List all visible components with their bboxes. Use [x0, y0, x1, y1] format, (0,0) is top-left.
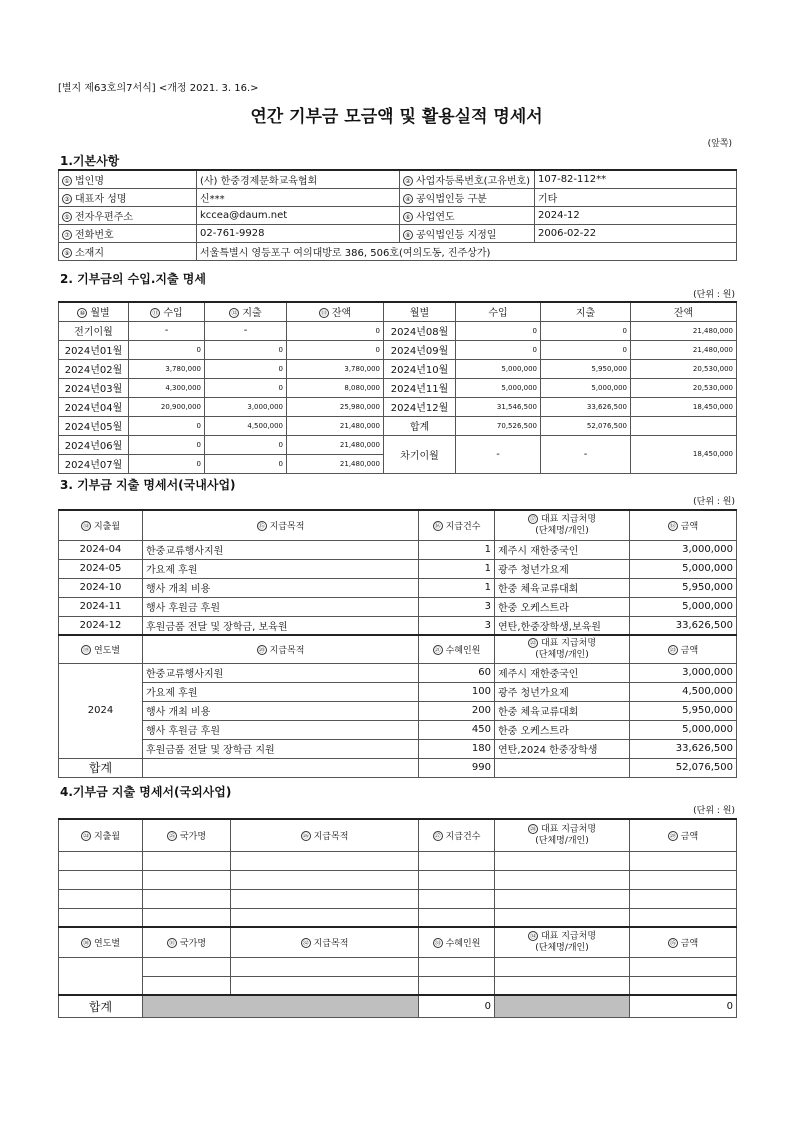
col-label: (단체명/개인)	[535, 525, 589, 536]
col-balance: 잔액	[331, 308, 352, 320]
col-balance-2: 잔액	[631, 302, 737, 321]
col-label: 지급건수	[445, 831, 481, 842]
cell	[143, 976, 231, 995]
cell: -	[129, 321, 205, 340]
cell: 제주시 재한중국인	[495, 540, 630, 559]
year-label: 사업연도	[416, 211, 455, 223]
unit-label: (단위 : 원)	[693, 497, 735, 507]
cell: 차기이월	[384, 435, 456, 473]
cell: 0	[541, 340, 631, 359]
cell	[419, 976, 495, 995]
cell: -	[205, 321, 287, 340]
cell: 18,450,000	[631, 397, 737, 416]
cell	[59, 870, 143, 889]
cell: 한중교류행사지원	[143, 540, 419, 559]
section-1-heading: 1.기본사항	[60, 154, 120, 168]
cell: 60	[419, 663, 495, 682]
section-4-heading: 4.기부금 지출 명세서(국외사업)	[60, 785, 232, 799]
num-circle-icon: ㉚	[82, 940, 89, 948]
num-circle-icon: ③	[62, 194, 72, 204]
col-label: 수혜인원	[445, 645, 481, 656]
page-side: (앞쪽)	[707, 139, 732, 149]
cell	[495, 976, 630, 995]
cell: 한중 체육교류대회	[495, 701, 630, 720]
col-label: 지출월	[93, 831, 121, 842]
cell	[419, 908, 495, 927]
cell: 5,000,000	[630, 720, 737, 739]
num-circle-icon: ㉜	[302, 940, 309, 948]
cell	[143, 870, 231, 889]
cell: 5,000,000	[630, 559, 737, 578]
cell: 2024년09월	[384, 340, 456, 359]
num-circle-icon: ⑫	[231, 310, 238, 318]
cell: 3,780,000	[129, 359, 205, 378]
col-label: (단체명/개인)	[535, 649, 589, 660]
num-circle-icon: ㉘	[529, 826, 536, 833]
num-circle-icon: ㉝	[434, 940, 441, 948]
cell: 한중 체육교류대회	[495, 578, 630, 597]
cell: 0	[205, 359, 287, 378]
col-label: (단체명/개인)	[535, 835, 589, 846]
cell: 후원금품 전달 및 장학금 지원	[143, 739, 419, 758]
cell: 0	[630, 995, 737, 1017]
cell: 가요제 후원	[143, 559, 419, 578]
num-circle-icon: ㉛	[168, 940, 175, 948]
cell	[630, 976, 737, 995]
cell	[143, 995, 419, 1017]
table-row	[59, 435, 737, 454]
cell	[631, 416, 737, 435]
cell: 0	[287, 340, 384, 359]
cell: 2024년11월	[384, 378, 456, 397]
cell: 2024년05월	[59, 416, 129, 435]
cell	[630, 908, 737, 927]
cell: 2024년03월	[59, 378, 129, 397]
cell: 2024년01월	[59, 340, 129, 359]
cell: 0	[205, 435, 287, 454]
cell: 행사 개최 비용	[143, 578, 419, 597]
table-row	[59, 378, 737, 397]
col-label: 금액	[680, 521, 699, 532]
num-circle-icon: ⑤	[62, 212, 72, 222]
cell: 광주 청년가요제	[495, 682, 630, 701]
cell	[630, 851, 737, 870]
cell: 0	[129, 454, 205, 473]
table-row	[59, 578, 737, 597]
cell: 21,480,000	[287, 416, 384, 435]
col-income-2: 수입	[456, 302, 541, 321]
cell	[419, 870, 495, 889]
cell: 21,480,000	[631, 340, 737, 359]
cell: 0	[129, 340, 205, 359]
num-circle-icon: ⑬	[320, 310, 327, 318]
email-value: kccea@daum.net	[197, 206, 400, 224]
cell: 0	[129, 416, 205, 435]
cell: 70,526,500	[456, 416, 541, 435]
corp-label: 법인명	[75, 175, 104, 187]
cell: 전기이월	[59, 321, 129, 340]
cell: 행사 개최 비용	[143, 701, 419, 720]
overseas-expense-table	[58, 818, 737, 1018]
cell: 1	[419, 578, 495, 597]
cell	[419, 889, 495, 908]
col-month-2: 월별	[384, 302, 456, 321]
num-circle-icon: ⑪	[152, 310, 159, 318]
cell: 4,300,000	[129, 378, 205, 397]
num-circle-icon: ㉟	[669, 940, 676, 948]
cell: 33,626,500	[630, 739, 737, 758]
cell: 0	[287, 321, 384, 340]
cell: 합계	[384, 416, 456, 435]
table-row	[59, 720, 737, 739]
col-label: 국가명	[179, 938, 207, 949]
cell: 0	[205, 340, 287, 359]
unit-label: (단위 : 원)	[693, 290, 735, 300]
cell: 5,950,000	[541, 359, 631, 378]
cell: 0	[129, 435, 205, 454]
cell: 광주 청년가요제	[495, 559, 630, 578]
cell	[143, 758, 419, 777]
corp-value: (사) 한중경제문화교육협회	[197, 170, 400, 188]
num-circle-icon: ⑮	[258, 523, 265, 531]
num-circle-icon: ⑰	[529, 516, 536, 523]
table-row	[59, 851, 737, 870]
cell: 2024	[59, 663, 143, 758]
num-circle-icon: ⑥	[403, 212, 413, 222]
num-circle-icon: ⑱	[669, 523, 676, 531]
cell	[231, 870, 419, 889]
cell: 5,000,000	[456, 378, 541, 397]
cell: 3,780,000	[287, 359, 384, 378]
col-label: 국가명	[179, 831, 207, 842]
cell	[630, 957, 737, 976]
num-circle-icon: ㉑	[434, 647, 441, 655]
cell: 2024년12월	[384, 397, 456, 416]
cell: 21,480,000	[631, 321, 737, 340]
section-2-heading: 2. 기부금의 수입.지출 명세	[60, 272, 206, 286]
table-row	[59, 416, 737, 435]
page-title: 연간 기부금 모금액 및 활용실적 명세서	[250, 107, 543, 127]
cell: 합계	[59, 758, 143, 777]
num-circle-icon: ㉖	[302, 833, 309, 841]
address-label: 소재지	[75, 247, 104, 259]
total-row	[59, 995, 737, 1017]
domestic-expense-table	[58, 509, 737, 778]
cell	[495, 889, 630, 908]
total-row	[59, 758, 737, 777]
cell: 52,076,500	[630, 758, 737, 777]
cell: 행사 후원금 후원	[143, 720, 419, 739]
col-label: 금액	[680, 938, 699, 949]
num-circle-icon: ①	[62, 176, 72, 186]
cell	[59, 889, 143, 908]
basic-info-table	[58, 169, 737, 261]
num-circle-icon: ⑭	[82, 523, 89, 531]
cell: 1	[419, 540, 495, 559]
cell	[231, 976, 419, 995]
address-value: 서울특별시 영등포구 여의대방로 386, 506호(여의도동, 진주상가)	[197, 242, 737, 260]
cell: 3	[419, 597, 495, 616]
cell: 연탄,2024 한중장학생	[495, 739, 630, 758]
col-expense: 지출	[242, 308, 262, 320]
cell: 1	[419, 559, 495, 578]
num-circle-icon: ⑧	[403, 230, 413, 240]
cell: 2024년08월	[384, 321, 456, 340]
designated-label: 공익법인등 지정일	[416, 229, 497, 241]
cell: -	[456, 435, 541, 473]
num-circle-icon: ⑳	[258, 647, 265, 655]
cell: 제주시 재한중국인	[495, 663, 630, 682]
cell	[59, 851, 143, 870]
phone-value: 02-761-9928	[197, 224, 400, 242]
cell: 0	[456, 321, 541, 340]
cell	[495, 995, 630, 1017]
col-label: 연도별	[93, 938, 121, 949]
col-label: 금액	[680, 645, 699, 656]
num-circle-icon: ㉒	[529, 640, 536, 647]
num-circle-icon: ㉕	[168, 833, 175, 841]
cell: 행사 후원금 후원	[143, 597, 419, 616]
num-circle-icon: ⑩	[77, 308, 87, 318]
cell	[495, 870, 630, 889]
rep-label: 대표자 성명	[75, 193, 127, 205]
cell: 18,450,000	[631, 435, 737, 473]
cell: 3,000,000	[630, 663, 737, 682]
public-type-label: 공익법인등 구분	[416, 193, 487, 205]
table-row	[59, 739, 737, 758]
cell	[231, 889, 419, 908]
cell: 21,480,000	[287, 435, 384, 454]
cell: 연탄,한중장학생,보육원	[495, 616, 630, 635]
cell: 2024년02월	[59, 359, 129, 378]
cell	[231, 957, 419, 976]
email-label: 전자우편주소	[75, 211, 133, 223]
bizno-value: 107-82-112**	[535, 170, 737, 188]
cell: 2024-05	[59, 559, 143, 578]
table-row	[59, 359, 737, 378]
cell: 0	[205, 378, 287, 397]
col-label: 금액	[680, 831, 699, 842]
cell: 5,000,000	[456, 359, 541, 378]
col-label: 지급건수	[445, 521, 481, 532]
cell: 0	[419, 995, 495, 1017]
num-circle-icon: ㉞	[529, 933, 536, 940]
cell: 2024-10	[59, 578, 143, 597]
col-label: 지급목적	[269, 645, 305, 656]
rep-value: 신***	[197, 188, 400, 206]
cell: 2024-12	[59, 616, 143, 635]
section-3-heading: 3. 기부금 지출 명세서(국내사업)	[60, 478, 236, 492]
phone-label: 전화번호	[75, 229, 114, 241]
num-circle-icon: ④	[403, 194, 413, 204]
cell: 3,000,000	[205, 397, 287, 416]
cell	[495, 908, 630, 927]
unit-label: (단위 : 원)	[693, 806, 735, 816]
cell	[143, 957, 231, 976]
cell: 8,080,000	[287, 378, 384, 397]
cell: 3	[419, 616, 495, 635]
table-row	[59, 908, 737, 927]
col-label: 지급목적	[313, 831, 349, 842]
table-row	[59, 682, 737, 701]
col-label: 대표 지급처명	[540, 931, 597, 942]
num-circle-icon: ㉓	[669, 647, 676, 655]
cell: 20,900,000	[129, 397, 205, 416]
table-row	[59, 321, 737, 340]
cell: 31,546,500	[456, 397, 541, 416]
designated-value: 2006-02-22	[535, 224, 737, 242]
col-label: 지출월	[93, 521, 121, 532]
table-row	[59, 540, 737, 559]
cell: 5,950,000	[630, 701, 737, 720]
cell: 4,500,000	[630, 682, 737, 701]
num-circle-icon: ⑦	[62, 230, 72, 240]
cell: 2024년06월	[59, 435, 129, 454]
cell	[143, 889, 231, 908]
cell: 180	[419, 739, 495, 758]
col-label: 지급목적	[269, 521, 305, 532]
num-circle-icon: ⑯	[434, 523, 441, 531]
cell: 33,626,500	[630, 616, 737, 635]
cell: 2024년07월	[59, 454, 129, 473]
cell: 한중 오케스트라	[495, 720, 630, 739]
cell	[143, 908, 231, 927]
cell	[59, 957, 143, 995]
cell	[495, 758, 630, 777]
cell: 후원금품 전달 및 장학금, 보육원	[143, 616, 419, 635]
table-row	[59, 957, 737, 976]
col-label: 대표 지급처명	[540, 514, 597, 525]
table-row	[59, 597, 737, 616]
cell: 0	[456, 340, 541, 359]
cell: 가요제 후원	[143, 682, 419, 701]
cell: 2024-11	[59, 597, 143, 616]
cell	[419, 851, 495, 870]
cell: 450	[419, 720, 495, 739]
num-circle-icon: ㉗	[434, 833, 441, 841]
cell: 20,530,000	[631, 378, 737, 397]
table-row	[59, 976, 737, 995]
table-row	[59, 889, 737, 908]
table-row	[59, 397, 737, 416]
num-circle-icon: ②	[403, 176, 413, 186]
num-circle-icon: ㉔	[82, 833, 89, 841]
cell	[59, 908, 143, 927]
num-circle-icon: ⑨	[62, 248, 72, 258]
table-row	[59, 616, 737, 635]
col-expense-2: 지출	[541, 302, 631, 321]
col-label: 대표 지급처명	[540, 638, 597, 649]
cell: 25,980,000	[287, 397, 384, 416]
cell: 5,000,000	[630, 597, 737, 616]
cell: 3,000,000	[630, 540, 737, 559]
cell: 20,530,000	[631, 359, 737, 378]
cell: 5,950,000	[630, 578, 737, 597]
table-row	[59, 701, 737, 720]
cell	[630, 889, 737, 908]
cell: 2024년10월	[384, 359, 456, 378]
col-label: 연도별	[93, 645, 121, 656]
cell	[495, 957, 630, 976]
income-expense-table	[58, 301, 737, 474]
table-row	[59, 663, 737, 682]
cell: 21,480,000	[287, 454, 384, 473]
col-month: 월별	[90, 308, 110, 320]
cell: 990	[419, 758, 495, 777]
year-value: 2024-12	[535, 206, 737, 224]
cell	[630, 870, 737, 889]
cell	[419, 957, 495, 976]
table-row	[59, 870, 737, 889]
cell: 5,000,000	[541, 378, 631, 397]
cell: 4,500,000	[205, 416, 287, 435]
cell: 0	[205, 454, 287, 473]
cell	[231, 851, 419, 870]
form-number: [별지 제63호의7서식] <개정 2021. 3. 16.>	[58, 83, 259, 94]
table-row	[59, 559, 737, 578]
num-circle-icon: ⑲	[82, 647, 89, 655]
col-label: (단체명/개인)	[535, 942, 589, 953]
cell	[495, 851, 630, 870]
cell	[231, 908, 419, 927]
public-type-value: 기타	[535, 188, 737, 206]
cell: 200	[419, 701, 495, 720]
cell	[143, 851, 231, 870]
cell: 100	[419, 682, 495, 701]
table-row	[59, 340, 737, 359]
cell: 33,626,500	[541, 397, 631, 416]
col-income: 수입	[163, 308, 183, 320]
num-circle-icon: ㉙	[669, 833, 676, 841]
cell: 0	[541, 321, 631, 340]
cell: 2024-04	[59, 540, 143, 559]
cell: 2024년04월	[59, 397, 129, 416]
col-label: 수혜인원	[445, 938, 481, 949]
cell: -	[541, 435, 631, 473]
cell: 한중 오케스트라	[495, 597, 630, 616]
col-label: 지급목적	[313, 938, 349, 949]
cell: 합계	[59, 995, 143, 1017]
cell: 52,076,500	[541, 416, 631, 435]
col-label: 대표 지급처명	[540, 824, 597, 835]
cell: 한중교류행사지원	[143, 663, 419, 682]
bizno-label: 사업자등록번호(고유번호)	[416, 175, 531, 187]
